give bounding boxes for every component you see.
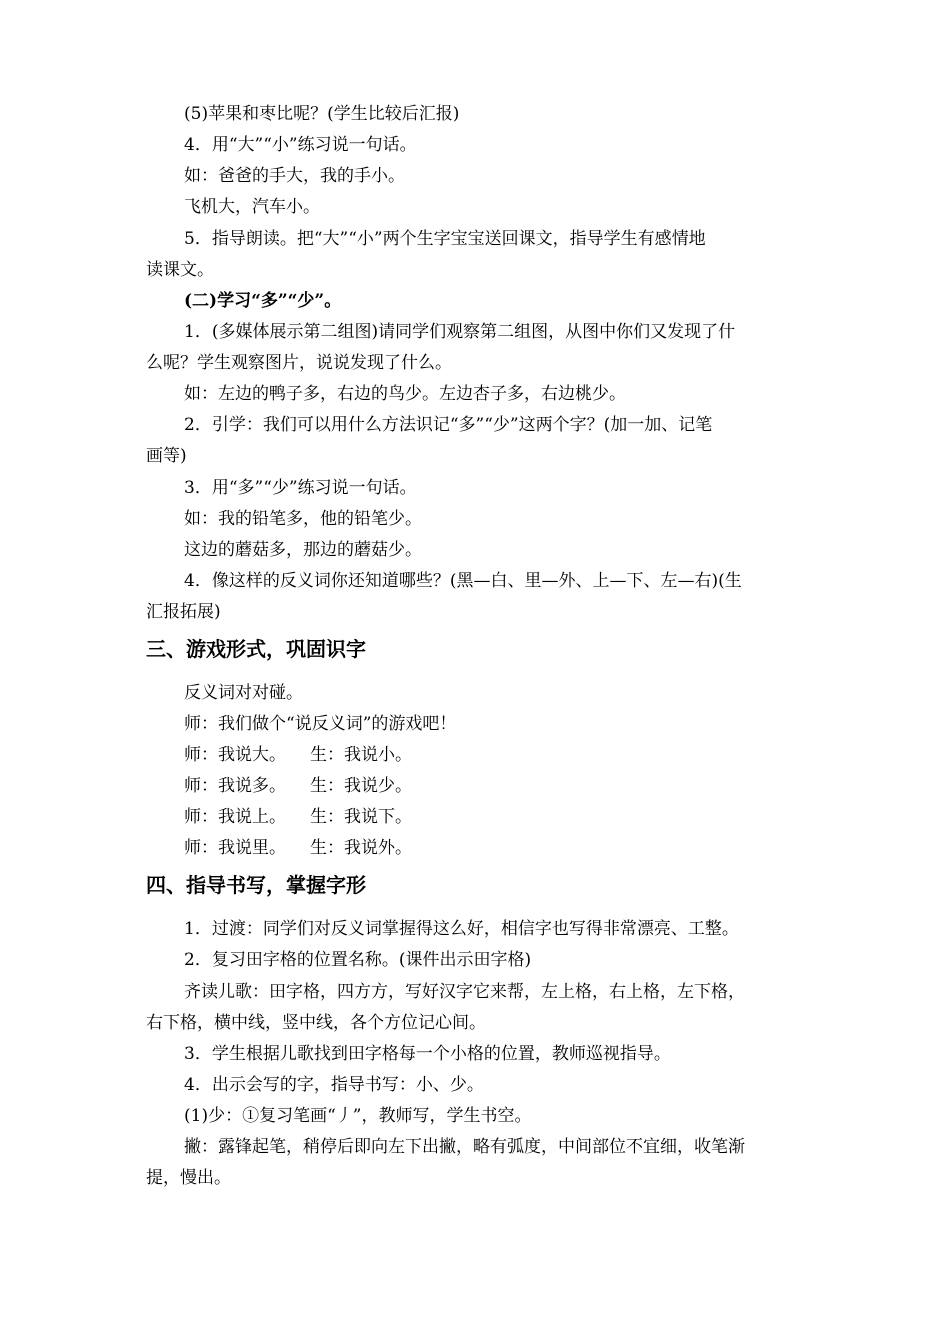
teacher-line: 师：我说多。 (184, 776, 286, 796)
text-line: 右下格，横中线，竖中线，各个方位记心间。 (146, 1013, 486, 1033)
teacher-line: 师：我说上。 (184, 807, 286, 827)
text-line: 画等) (146, 446, 187, 466)
text-line: 飞机大，汽车小。 (184, 197, 320, 217)
text-line: 反义词对对碰。 (184, 683, 303, 703)
text-line: 3．学生根据儿歌找到田字格每一个小格的位置，教师巡视指导。 (184, 1044, 671, 1064)
text-line: 撇：露锋起笔，稍停后即向左下出撇，略有弧度，中间部位不宜细，收笔渐 (184, 1137, 745, 1157)
text-line: 2．引学：我们可以用什么方法识记“多”“少”这两个字？(加一加、记笔 (184, 415, 713, 435)
student-line: 生：我说小。 (310, 745, 412, 765)
student-line: 生：我说少。 (310, 776, 412, 796)
text-line: 3．用“多”“少”练习说一句话。 (184, 478, 417, 498)
teacher-line: 师：我说里。 (184, 838, 286, 858)
text-line: 读课文。 (146, 260, 214, 280)
text-line: 4．用“大”“小”练习说一句话。 (184, 135, 417, 155)
text-line: 这边的蘑菇多，那边的蘑菇少。 (184, 540, 422, 560)
section-heading-3: 三、游戏形式，巩固识字 (146, 637, 366, 661)
text-line: 1．过渡：同学们对反义词掌握得这么好，相信字也写得非常漂亮、工整。 (184, 919, 739, 939)
dialog-line (184, 806, 854, 828)
text-line: 齐读儿歌：田字格，四方方，写好汉字它来帮，左上格，右上格，左下格， (184, 982, 745, 1002)
text-line: 4．像这样的反义词你还知道哪些？(黑—白、里—外、上—下、左—右)(生 (184, 571, 742, 591)
text-line: 汇报拓展) (146, 602, 221, 622)
dialog-line (184, 837, 854, 859)
text-line: (1)少：①复习笔画“丿”，教师写，学生书空。 (184, 1106, 532, 1126)
text-line: 2．复习田字格的位置名称。(课件出示田字格) (184, 950, 532, 970)
text-line: 么呢？学生观察图片，说说发现了什么。 (146, 353, 452, 373)
student-line: 生：我说外。 (310, 838, 412, 858)
text-line: 师：我们做个“说反义词”的游戏吧！ (184, 714, 457, 734)
text-line: 4．出示会写的字，指导书写：小、少。 (184, 1075, 484, 1095)
text-line: 如：爸爸的手大，我的手小。 (184, 166, 405, 186)
text-line: (5)苹果和枣比呢？(学生比较后汇报) (184, 104, 460, 124)
text-line: 提，慢出。 (146, 1168, 231, 1188)
subsection-heading: (二)学习“多”“少”。 (184, 291, 342, 311)
text-line: 如：左边的鸭子多，右边的鸟少。左边杏子多，右边桃少。 (184, 384, 626, 404)
student-line: 生：我说下。 (310, 807, 412, 827)
dialog-line (184, 744, 854, 766)
text-line: 1．(多媒体展示第二组图)请同学们观察第二组图，从图中你们又发现了什 (184, 322, 736, 342)
text-line: 5．指导朗读。把“大”“小”两个生字宝宝送回课文，指导学生有感情地 (184, 229, 706, 249)
dialog-line (184, 775, 854, 797)
teacher-line: 师：我说大。 (184, 745, 286, 765)
text-line: 如：我的铅笔多，他的铅笔少。 (184, 509, 422, 529)
section-heading-4: 四、指导书写，掌握字形 (146, 873, 366, 897)
